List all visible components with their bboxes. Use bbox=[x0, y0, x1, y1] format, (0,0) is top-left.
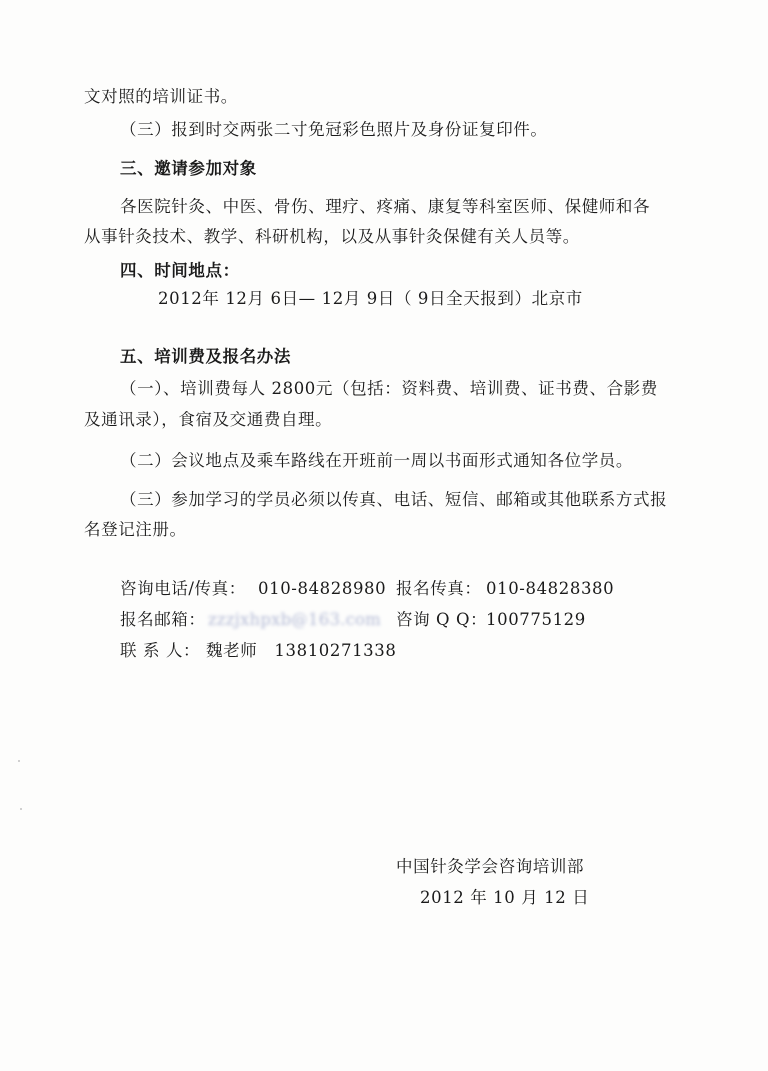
contact-qq-label: 咨询 Q Q： bbox=[396, 610, 488, 629]
contact-fax-value: 010-84828380 bbox=[486, 579, 615, 598]
text-line-certificate: 文对照的培训证书。 bbox=[84, 87, 238, 106]
text-line-venue-notice: （二）会议地点及乘车路线在开班前一周以书面形式通知各位学员。 bbox=[120, 451, 633, 470]
scan-speck bbox=[20, 808, 22, 810]
contact-phone-label: 咨询电话/传真： bbox=[120, 579, 246, 598]
text-line-fees-1: （一）、培训费每人 2800元（包括：资料费、培训费、证书费、合影费 bbox=[120, 379, 658, 398]
redacted-email-text: zzzjxhpxb@163.com bbox=[208, 610, 382, 629]
section-heading-time-place: 四、时间地点： bbox=[120, 261, 240, 280]
text-line-participants-1: 各医院针灸、中医、骨伤、理疗、疼痛、康复等科室医师、保健师和各 bbox=[120, 197, 651, 216]
text-line-registration-2: 名登记注册。 bbox=[84, 520, 187, 539]
contact-qq-value: 100775129 bbox=[486, 610, 586, 629]
signature-organization: 中国针灸学会咨询培训部 bbox=[396, 857, 585, 876]
contact-fax-label: 报名传真： bbox=[396, 579, 482, 598]
contact-person-value: 魏老师 13810271338 bbox=[206, 641, 397, 660]
contact-email-value bbox=[208, 609, 381, 631]
contact-email-label: 报名邮箱： bbox=[120, 610, 206, 629]
text-line-fees-2: 及通讯录），食宿及交通费自理。 bbox=[84, 410, 333, 429]
text-line-photo-requirement: （三）报到时交两张二寸免冠彩色照片及身份证复印件。 bbox=[120, 120, 548, 139]
text-line-date-location: 2012年 12月 6日— 12月 9日（ 9日全天报到）北京市 bbox=[158, 289, 583, 308]
contact-phone-value: 010-84828980 bbox=[258, 579, 387, 598]
signature-date: 2012 年 10 月 12 日 bbox=[420, 888, 590, 907]
section-heading-fees: 五、培训费及报名办法 bbox=[120, 347, 291, 366]
text-line-participants-2: 从事针灸技术、教学、科研机构，以及从事针灸保健有关人员等。 bbox=[84, 227, 580, 246]
section-heading-participants: 三、邀请参加对象 bbox=[120, 159, 257, 178]
contact-person-label: 联 系 人： bbox=[120, 641, 201, 660]
text-line-registration-1: （三）参加学习的学员必须以传真、电话、短信、邮箱或其他联系方式报 bbox=[120, 490, 668, 509]
scan-speck bbox=[18, 760, 20, 762]
